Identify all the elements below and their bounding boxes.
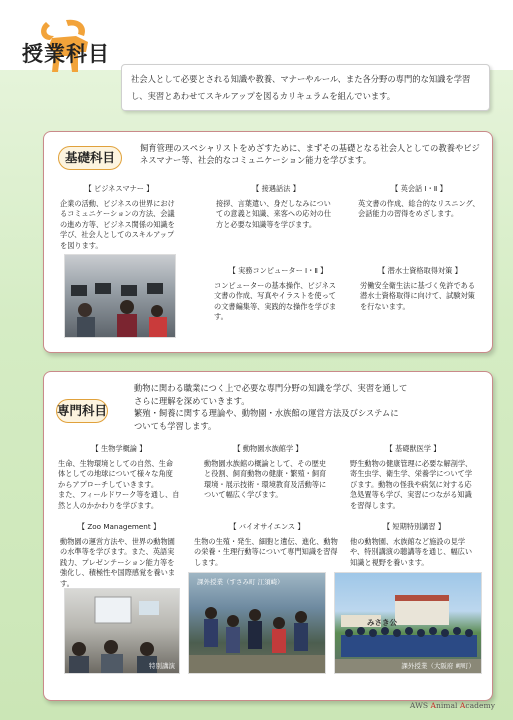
special-subjects-card — [43, 371, 493, 701]
special-lead-line: さらに理解を深めていきます。 — [134, 395, 250, 406]
subject-zoo-aquarium — [204, 444, 332, 501]
subject-body: 野生動物の健康管理に必要な解剖学、寄生虫学、衛生学、栄養学について学びます。動物の怪我や病気に対する応急処置等も学び、実習につながる知識を習得します。 — [350, 458, 473, 510]
brand-part: nimal — [435, 701, 460, 710]
brand-accent: A — [430, 701, 436, 710]
special-lead-line: 繁殖・飼養に関する理論や、動物園・水族館の運営方法及びシステムに — [134, 408, 399, 418]
brand-part: cademy — [465, 701, 495, 710]
intro-text: 社会人として必要とされる知識や教養、マナーやルール、また各分野の専門的な知識を学習し、実習とあわせてスキルアップを図るカリキュラムを組んでいます。 — [121, 64, 490, 111]
footer-brand — [410, 701, 495, 710]
subject-hospitality — [216, 184, 336, 230]
subject-english — [358, 184, 480, 220]
subject-body: 英文書の作成、総合的なリスニング、会話能力の習得をめざします。 — [358, 198, 480, 219]
subject-body: 生命、生物環境としての自然、生命体としての地球について様々な角度からアプローチしていきます。 また、フィールドワーク等を通し、自然と人のかかわりを学びます。 — [58, 458, 180, 510]
computer-class-photo — [64, 254, 176, 338]
subject-biology — [58, 444, 180, 512]
subject-title: 【 実務コンピューター Ⅰ・Ⅱ 】 — [228, 266, 328, 275]
sign-text: みさき公 — [367, 618, 397, 627]
page-title: 授業科目 — [22, 42, 110, 66]
brand-accent: A — [459, 701, 466, 710]
subject-zoo-management — [60, 522, 178, 590]
special-lead-line: ついても学習します。 — [134, 420, 217, 431]
basic-badge: 基礎科目 — [58, 146, 122, 170]
special-lead — [134, 382, 474, 432]
photo-caption: 課外授業（すさみ町 江須崎） — [197, 578, 284, 586]
subject-short-course — [350, 522, 478, 568]
special-lead-line: 動物に関わる職業につく上で必要な専門分野の知識を学び、実習を通して — [134, 383, 408, 393]
subject-body: 労働安全衛生法に基づく免許である潜水士資格取得に向けて、試験対策を行ないます。 — [360, 280, 476, 311]
subject-title: 【 基礎獣医学 】 — [385, 444, 441, 453]
basic-subjects-card — [43, 131, 493, 353]
field-trip-misaki-photo — [334, 572, 482, 674]
subject-veterinary — [350, 444, 476, 512]
subject-title: 【 バイオサイエンス 】 — [229, 522, 305, 531]
subject-body: 企業の活動、ビジネスの世界におけるコミュニケーションの方法、会議の進め方等、ビジネス関係の知識を学び、社会人としてのスキルアップを図ります。 — [60, 198, 175, 250]
photo-caption: 特別講演 — [149, 662, 175, 670]
subject-diving — [360, 266, 480, 312]
subject-body: 動物園水族館の概論として、その歴史と役割、飼育動物の健康・繁殖・飼育環境・展示技術・環境教育及活動等について幅広く学びます。 — [204, 458, 327, 500]
subject-business-manner — [60, 184, 178, 252]
subject-body: 動物園の運営方法や、世界の動物園の水準等を学びます。また、英語実践力、プレゼンテーション能力等を強化し、積極性や国際感覚を養います。 — [60, 536, 176, 588]
subject-body: 他の動物園、水族館など施設の見学や、特別講演の聴講等を通じ、幅広い知識と視野を養います。 — [350, 536, 473, 567]
subject-title: 【 潜水士資格取得対策 】 — [378, 266, 462, 275]
photo-caption: 課外授業（大阪府 岬町） — [401, 662, 475, 670]
header — [0, 0, 513, 70]
subject-title: 【 Zoo Management 】 — [77, 522, 161, 531]
basic-lead: 飼育管理のスペシャリストをめざすために、まずその基礎となる社会人としての教養やビジネスマナー等、社会的なコミュニケーション能力を学びます。 — [140, 143, 480, 165]
subject-title: 【 動物園水族館学 】 — [233, 444, 303, 453]
subject-title: 【 短期特別講習 】 — [382, 522, 446, 531]
field-trip-susami-photo — [188, 572, 326, 674]
subject-computer — [214, 266, 342, 323]
subject-body: 生物の生殖・発生、細胞と遺伝、進化、動物の栄養・生理行動等について専門知識を習得します。 — [194, 536, 338, 567]
subject-title: 【 接遇話法 】 — [252, 184, 300, 193]
subject-title: 【 生物学概論 】 — [91, 444, 147, 453]
subject-title: 【 英会話 Ⅰ・Ⅱ 】 — [391, 184, 447, 193]
subject-body: 接拶、言葉遣い、身だしなみについての意義と知識、来客への応対の仕方と必要な知識等を学びます。 — [216, 198, 332, 229]
subject-title: 【 ビジネスマナー 】 — [84, 184, 154, 193]
brand-part: AWS — [409, 701, 431, 710]
special-badge: 専門科目 — [56, 399, 108, 423]
special-lecture-photo — [64, 588, 180, 674]
subject-bioscience — [194, 522, 340, 568]
subject-body: コンピューターの基本操作、ビジネス文書の作成、写真やイラストを使っての文書編集等、実践的な操作を学びます。 — [214, 280, 337, 322]
